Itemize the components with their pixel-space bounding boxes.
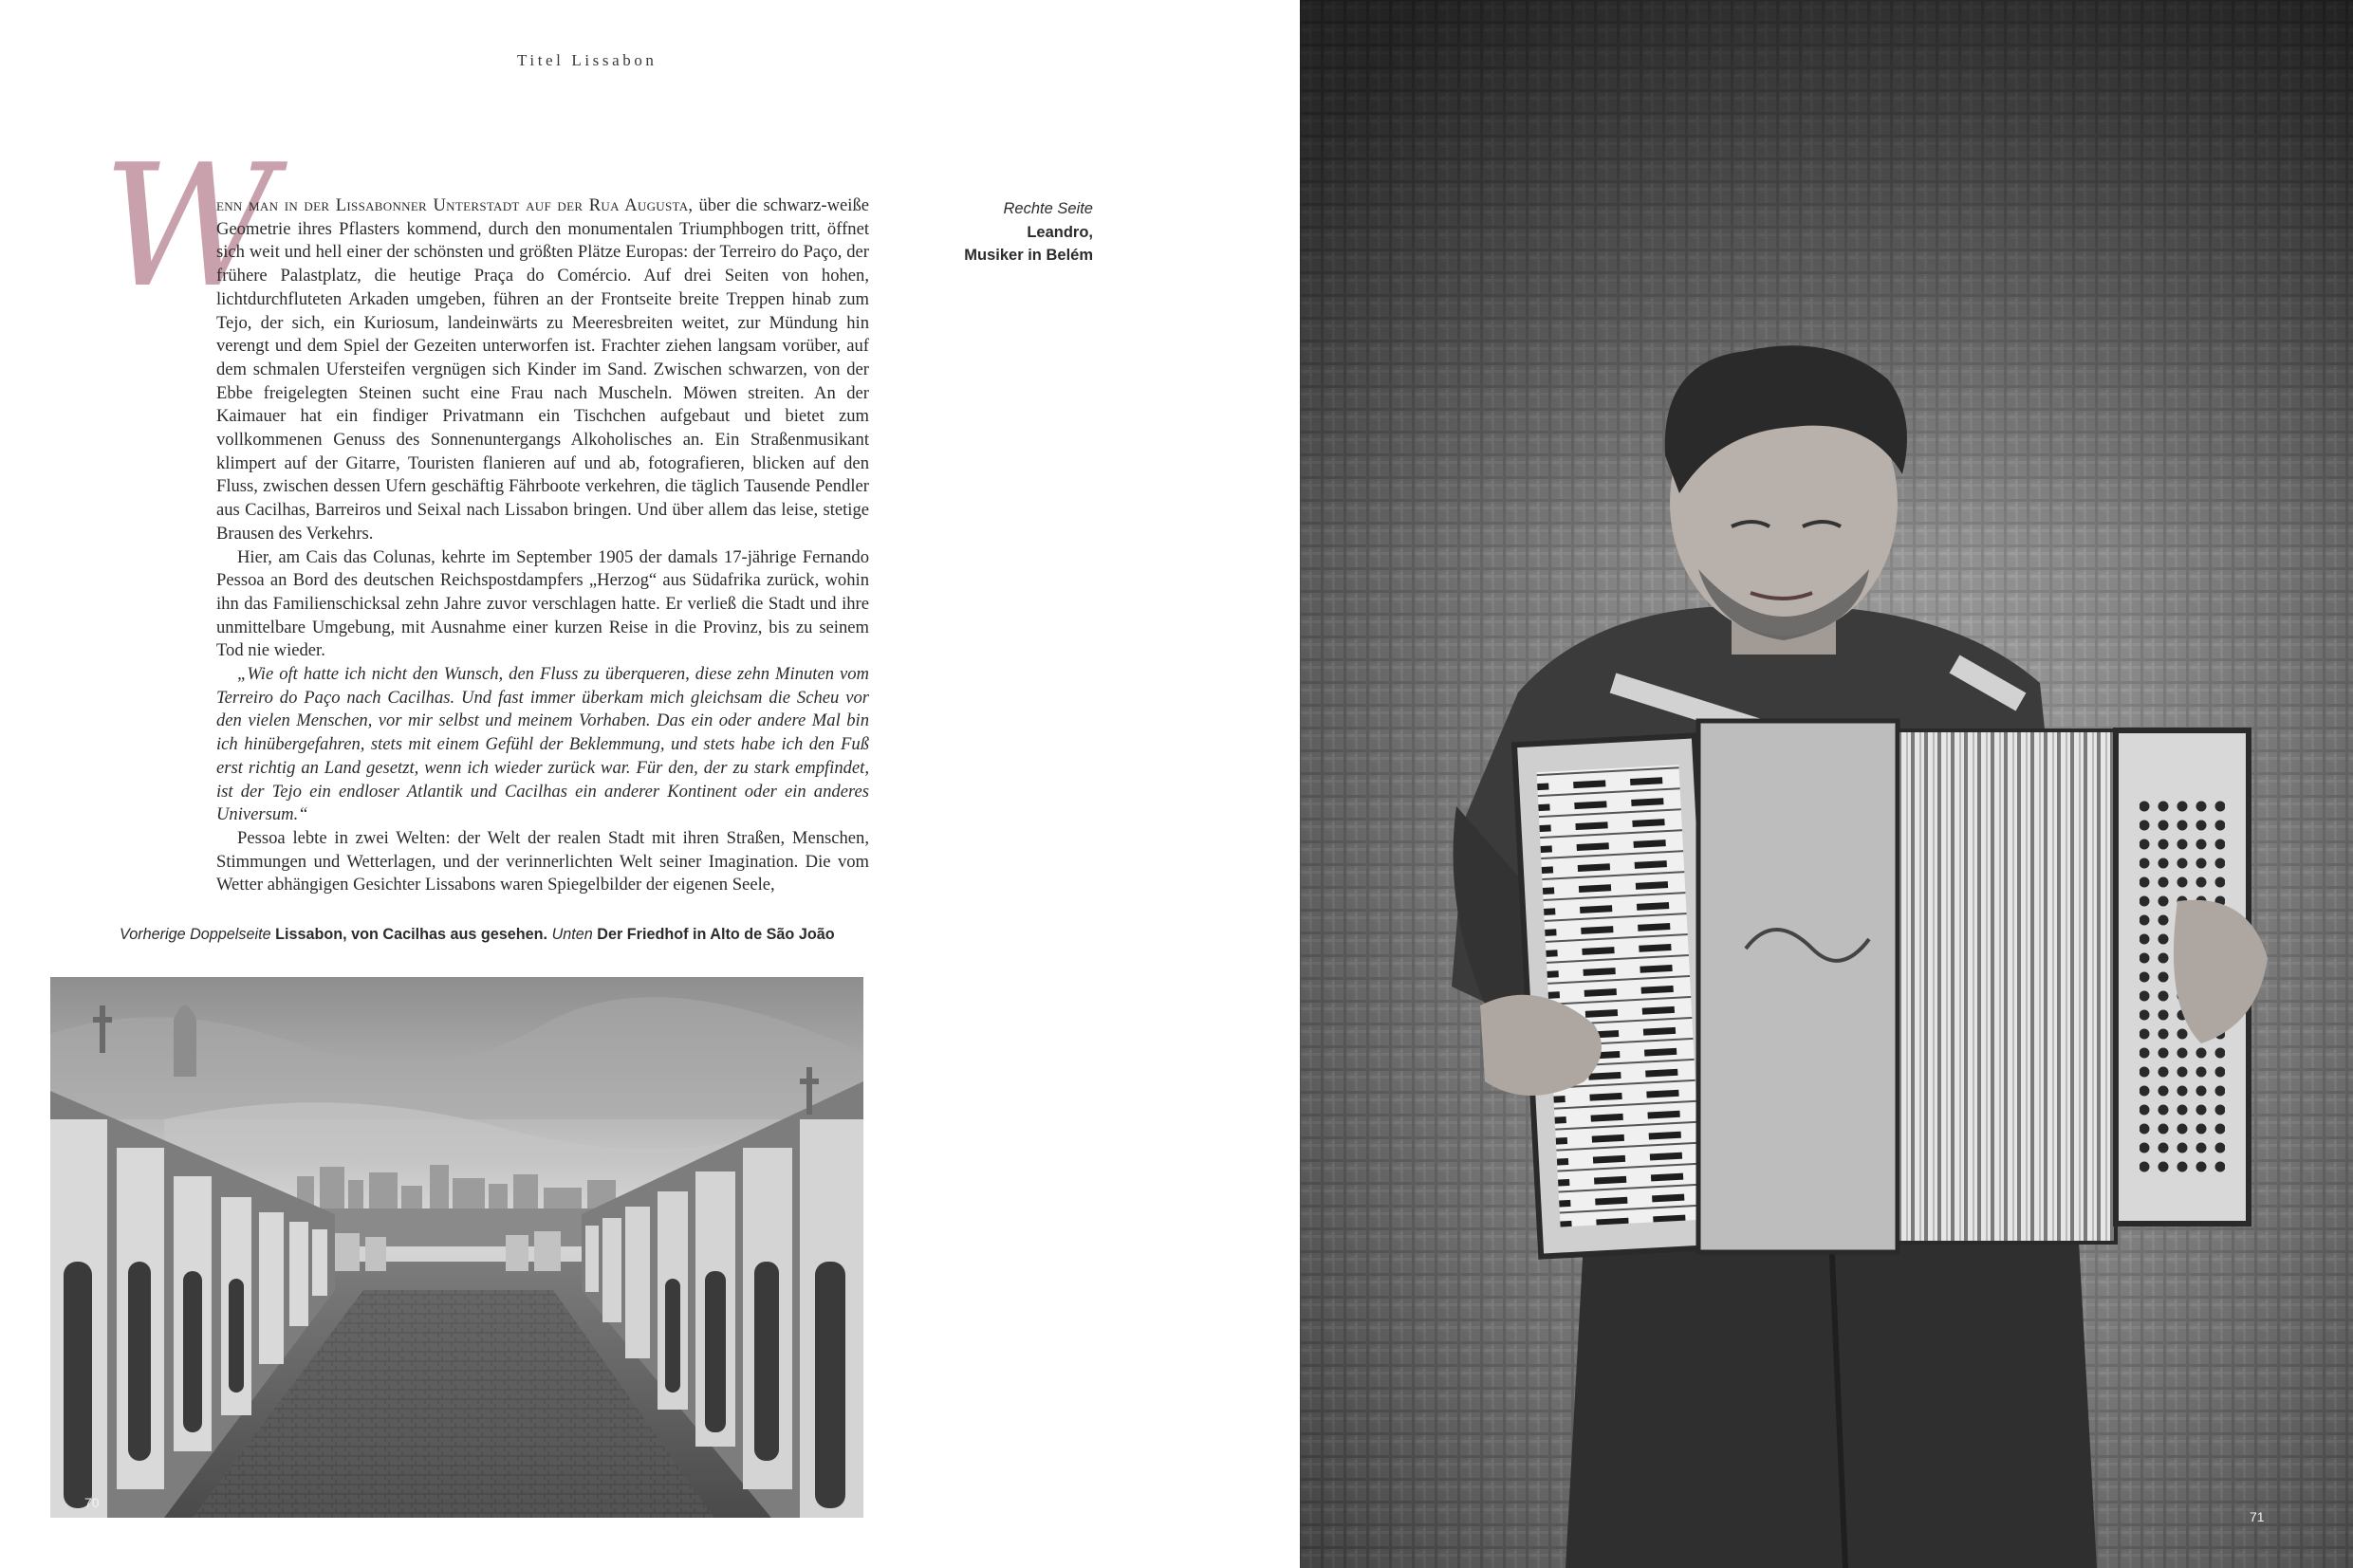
- caption-text-previous: Lissabon, von Cacilhas aus gesehen.: [275, 926, 548, 943]
- caption-text-below: Der Friedhof in Alto de São João: [597, 926, 835, 943]
- paragraph-1-text: über die schwarz-weiße Geometrie ihres Pflasters kommend, durch den monumentalen Triumphbogen tritt, öffnet sich weit und hell einer der schönsten und größten Plätze Europas: der Terreiro do Paço, der frühere Palastplatz, die heutige Praça do Comércio. Auf drei Seiten von hohen, lichtdurchfluteten Arkaden umgeben, führen an der Frontseite breite Treppen hinab zum Tejo, der sich, ein Kuriosum, landeinwärts zu Meeresbreiten weitet, zur Mündung hin verengt und dem Spiel der Gezeiten unterworfen ist. Frachter ziehen langsam vorüber, auf dem schmalen Ufersteifen vergnügen sich Kinder im Sand. Zwischen schwarzen, von der Ebbe freigelegten Steinen sucht eine Frau nach Muscheln. Möwen streiten. An der Kaimauer hat ein findiger Privatmann ein Tischchen aufgebaut und bietet zum vollkommenen Genuss des Sonnenuntergangs Alkoholisches an. Ein Straßenmusikant klimpert auf der Gitarre, Touristen flanieren auf und ab, fotografieren, blicken auf den Fluss, zwischen dessen Ufern geschäftig Fährboote verkehren, die täglich Tausende Pendler aus Cacilhas, Barreiros und Seixal nach Lissabon bringen. Und über allem das leise, stetige Brausen des Verkehrs.: [216, 195, 869, 544]
- lead-in: enn man in der Lissabonner Unterstadt auf der Rua Augusta,: [216, 195, 694, 215]
- drop-cap: W: [102, 128, 276, 324]
- paragraph-4: Pessoa lebte in zwei Welten: der Welt der realen Stadt mit ihren Straßen, Menschen, Stimmungen und Wetterlagen, und der verinnerlichten Welt seiner Imagination. Die vom Wetter abhängigen Gesichter Lissabons waren Spiegelbilder der eigenen Seele,: [216, 827, 869, 895]
- pessoa-quote: „Wie oft hatte ich nicht den Wunsch, den Fluss zu überqueren, diese zehn Minuten vom Terreiro do Paço nach Cacilhas. Und fast immer überkam mich gleichsam die Scheu vor den vielen Menschen, vor mir selbst und meinem Vorhaben. Das ein oder andere Mal bin ich hinübergefahren, stets mit einem Gefühl der Beklemmung, und stets habe ich den Fuß erst richtig an Land gesetzt, wenn ich wieder zurück war. Für den, der zu stark empfindet, ist der Tejo ein endloser Atlantik und Cacilhas ein anderer Kontinent oder ein anderes Universum.“: [216, 664, 869, 825]
- accordion: [1514, 721, 2249, 1257]
- paragraph-1: [216, 194, 869, 546]
- page-number-right: 71: [2250, 1509, 2265, 1524]
- cemetery-photo: [50, 977, 863, 1518]
- right-page: [1300, 0, 2353, 1568]
- statue-left: [174, 1005, 196, 1077]
- photo-caption: [120, 926, 879, 944]
- side-caption-line-1: Leandro,: [1027, 223, 1093, 241]
- page-number-left: 70: [84, 1495, 100, 1510]
- side-caption: [892, 197, 1093, 267]
- paragraph-2: Hier, am Cais das Colunas, kehrte im September 1905 der damals 17-jährige Fernando Pessoa an Bord des deutschen Reichspostdampfers „Herzog“ aus Südafrika zurück, wohin ihn das Familienschicksal zehn Jahre zuvor verschlagen hatte. Er verließ die Stadt und ihre unmittelbare Umgebung, mit Ausnahme einer kurzen Reise in die Provinz, bis zu seinem Tod nie wieder.: [216, 546, 869, 661]
- musician-photo: [1300, 0, 2353, 1568]
- grille: [1698, 721, 1898, 1252]
- running-head: Titel Lissabon: [517, 51, 658, 69]
- article-body: [216, 194, 869, 897]
- side-caption-line-2: Musiker in Belém: [964, 247, 1093, 264]
- side-caption-label: Rechte Seite: [1003, 200, 1093, 217]
- caption-label-previous: Vorherige Doppelseite: [120, 926, 271, 943]
- piano-keys: [1537, 765, 1703, 1227]
- cemetery-illustration: [50, 977, 863, 1518]
- caption-label-below: Unten: [551, 926, 593, 943]
- bellows: [1898, 730, 2116, 1243]
